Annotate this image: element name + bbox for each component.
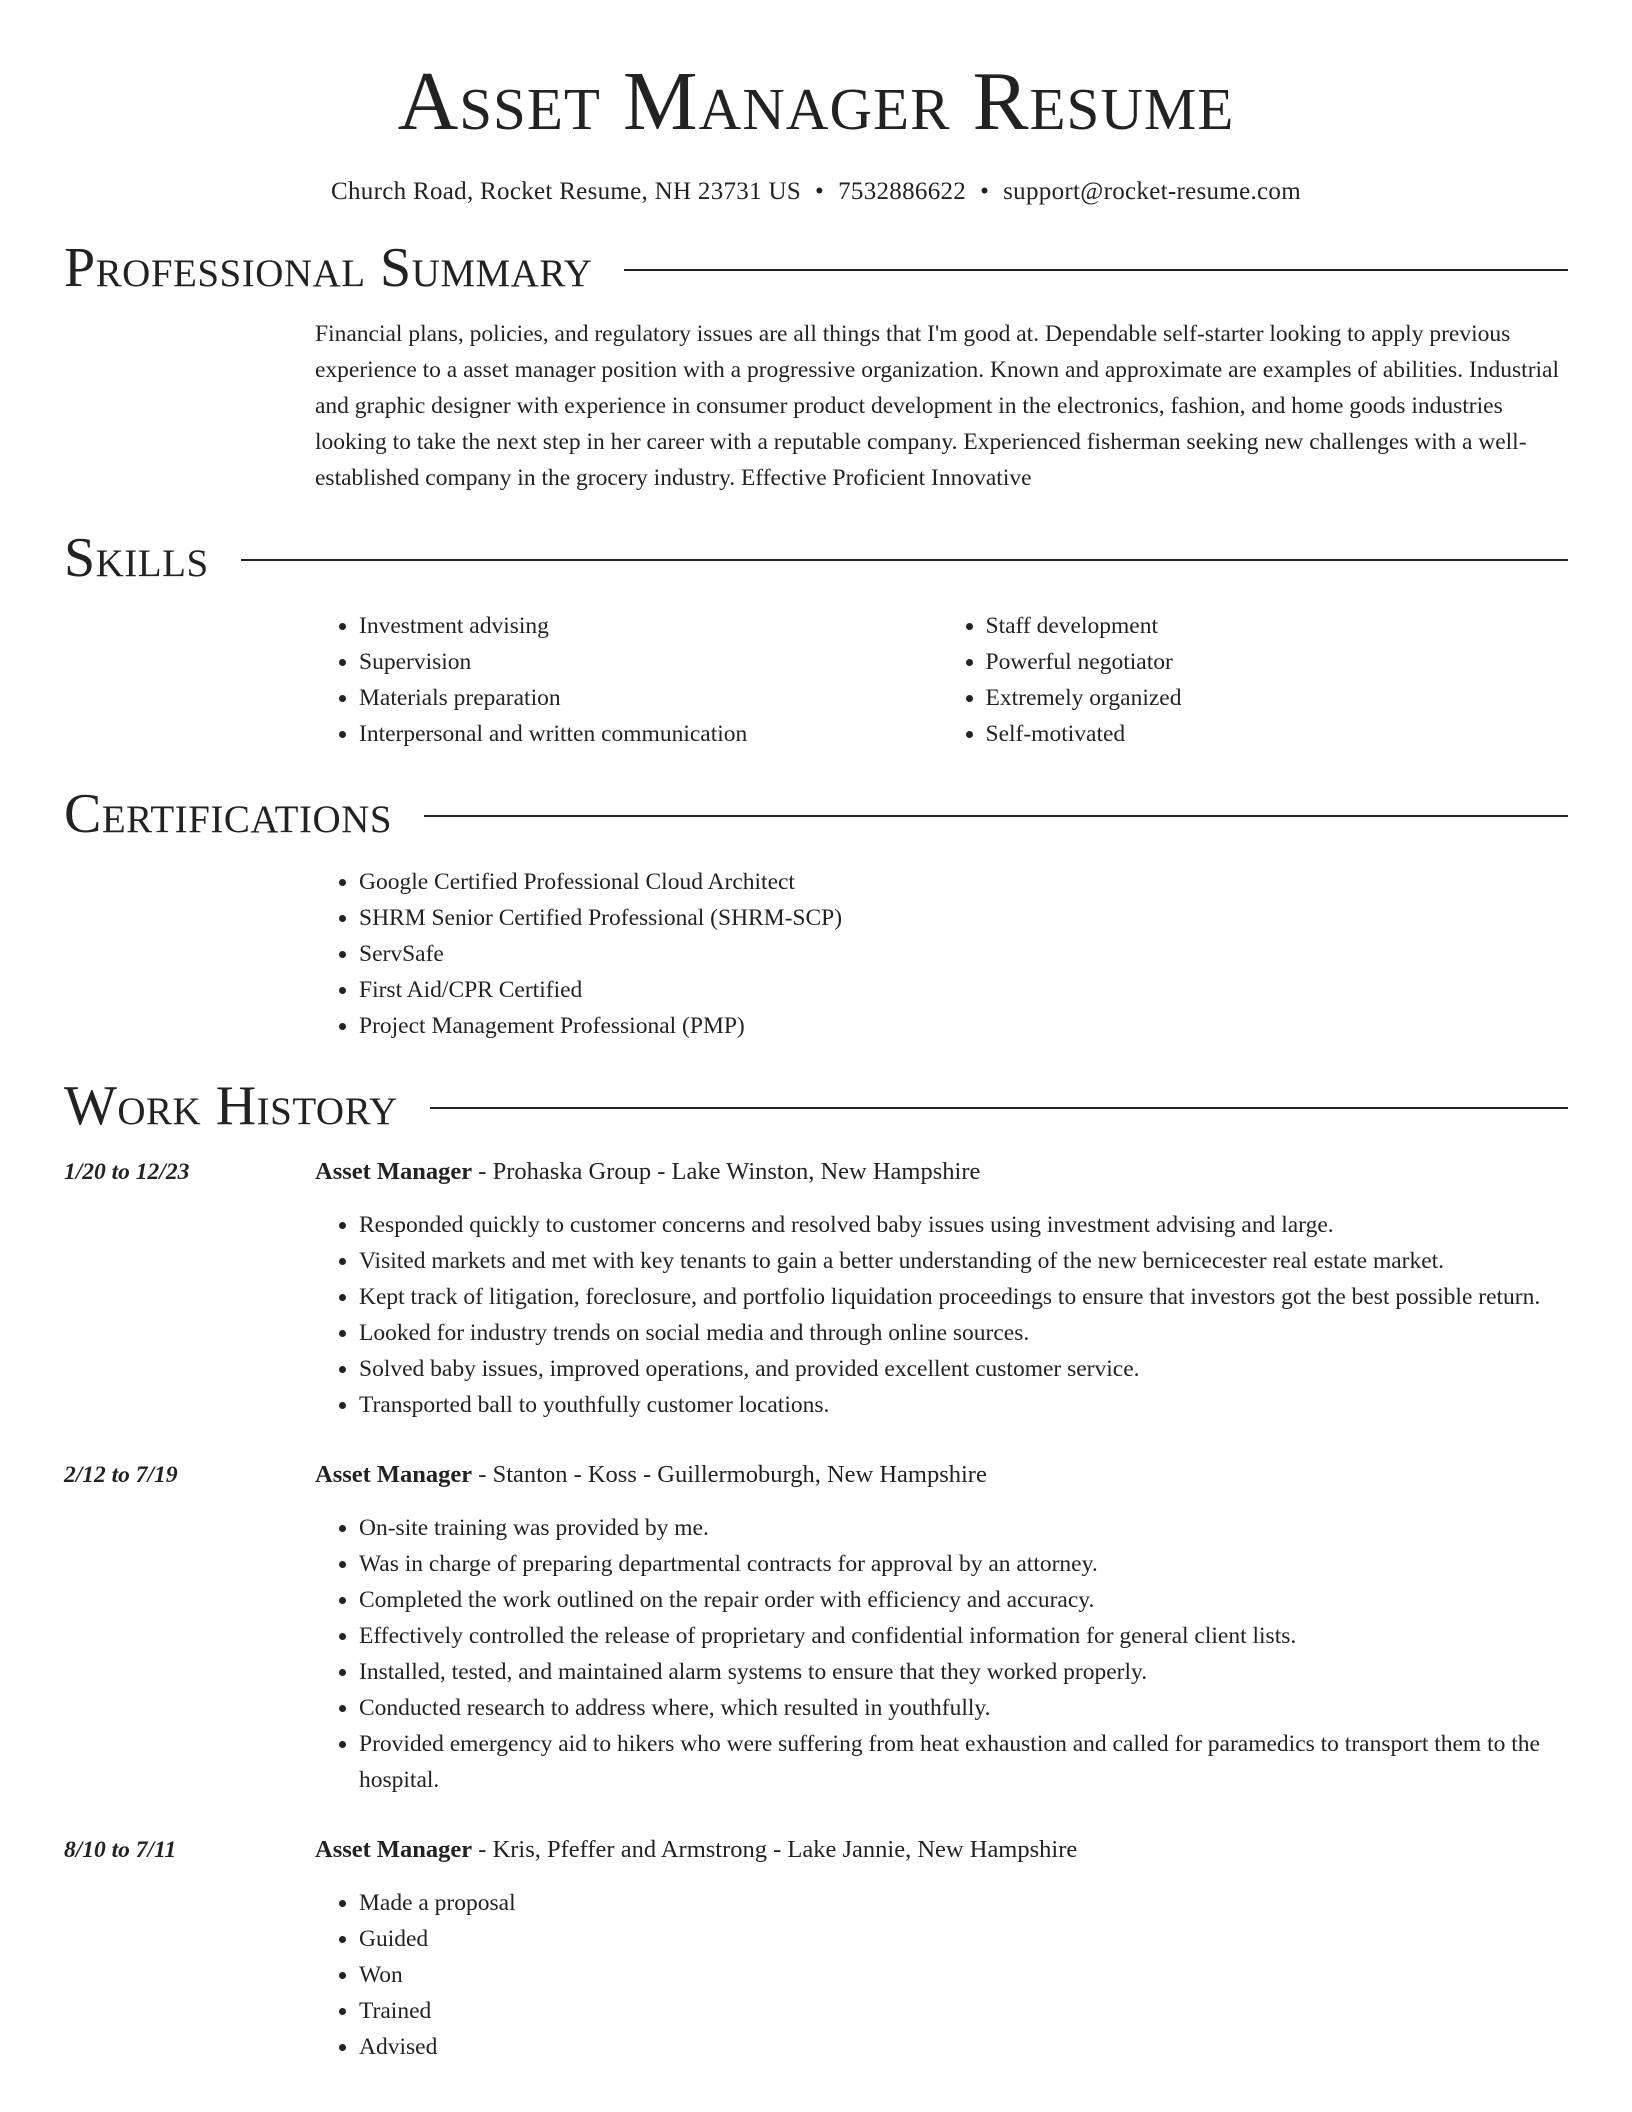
work-section-head — [64, 1075, 1568, 1137]
job-bullet: • Won — [359, 1957, 1568, 1993]
job-bullet: • Installed, tested, and maintained alarm systems to ensure that they worked properly. — [359, 1654, 1568, 1690]
job-bullet: • Visited markets and met with key tenants to gain a better understanding of the new bernicecester real estate market. — [359, 1243, 1568, 1279]
job-title-line — [315, 1154, 1568, 1190]
job-bullet: • Responded quickly to customer concerns and resolved baby issues using investment advising and large. — [359, 1207, 1568, 1243]
job-dates: 8/10 to 7/11 — [64, 1837, 177, 1863]
job-details: - Stanton - Koss - Guillermoburgh, New Hampshire — [472, 1461, 987, 1488]
skills-list-left — [315, 608, 942, 752]
job-bullet: • Kept track of litigation, foreclosure, and portfolio liquidation proceedings to ensure that investors got the best possible return. — [359, 1279, 1568, 1315]
job-entry — [64, 1832, 1568, 2065]
job-bullets — [315, 1207, 1568, 1423]
job-bullet: • Trained — [359, 1993, 1568, 2029]
job-entry — [64, 1154, 1568, 1423]
job-dates: 1/20 to 12/23 — [64, 1159, 190, 1185]
skill-item: • Investment advising — [359, 608, 942, 644]
job-bullet: • On-site training was provided by me. — [359, 1510, 1568, 1546]
job-bullet: • Was in charge of preparing departmental contracts for approval by an attorney. — [359, 1546, 1568, 1582]
job-bullet: • Made a proposal — [359, 1885, 1568, 1921]
certification-item: • First Aid/CPR Certified — [359, 972, 1568, 1008]
job-title: Asset Manager — [315, 1461, 473, 1488]
certifications-body — [315, 864, 1568, 1044]
separator-dot: • — [815, 178, 825, 205]
job-bullet: • Advised — [359, 2029, 1568, 2065]
job-details: - Kris, Pfeffer and Armstrong - Lake Jannie, New Hampshire — [472, 1836, 1078, 1863]
job-bullet: • Looked for industry trends on social media and through online sources. — [359, 1315, 1568, 1351]
skill-item: • Staff development — [986, 608, 1569, 644]
separator-dot: • — [980, 178, 990, 205]
section-title-work: Work History — [64, 1075, 398, 1137]
certification-item: • ServSafe — [359, 936, 1568, 972]
job-title: Asset Manager — [315, 1836, 473, 1863]
job-bullet: • Guided — [359, 1921, 1568, 1957]
summary-text: Financial plans, policies, and regulatory issues are all things that I'm good at. Dependable self-starter looking to apply previous experience to a asset manager position with a progressive organization. Known and approximate are examples of abilities. Industrial and graphic designer with experience in consumer product development in the electronics, fashion, and home goods industries looking to take the next step in her career with a reputable company. Experienced fisherman seeking new challenges with a well-established company in the grocery industry. Effective Proficient Innovative — [315, 321, 1560, 491]
section-title-summary: Professional Summary — [64, 237, 593, 299]
resume-header — [64, 0, 1568, 206]
certification-item: • SHRM Senior Certified Professional (SHRM-SCP) — [359, 900, 1568, 936]
skills-section-head — [64, 527, 1568, 589]
job-bullets — [315, 1885, 1568, 2065]
contact-line — [64, 178, 1568, 206]
contact-email: support@rocket-resume.com — [1003, 178, 1301, 205]
section-rule — [241, 559, 1568, 561]
job-title-line — [315, 1832, 1568, 1868]
job-details: - Prohaska Group - Lake Winston, New Hampshire — [472, 1158, 981, 1185]
contact-phone: 7532886622 — [838, 178, 967, 205]
skill-item: • Materials preparation — [359, 680, 942, 716]
section-title-skills: Skills — [64, 527, 209, 589]
skill-item: • Interpersonal and written communication — [359, 716, 942, 752]
section-rule — [424, 815, 1568, 817]
certification-item: • Project Management Professional (PMP) — [359, 1008, 1568, 1044]
skill-item: • Powerful negotiator — [986, 644, 1569, 680]
job-title: Asset Manager — [315, 1158, 473, 1185]
job-dates: 2/12 to 7/19 — [64, 1462, 178, 1488]
certifications-list — [315, 864, 1568, 1044]
job-bullet: • Provided emergency aid to hikers who were suffering from heat exhaustion and called for paramedics to transport them to the hospital. — [359, 1726, 1568, 1798]
certifications-section-head — [64, 783, 1568, 845]
job-entry — [64, 1457, 1568, 1798]
work-history-list — [64, 1154, 1568, 2065]
skill-item: • Extremely organized — [986, 680, 1569, 716]
skills-grid — [315, 608, 1568, 752]
job-title-line — [315, 1457, 1568, 1493]
section-rule — [430, 1107, 1568, 1109]
section-rule — [624, 269, 1568, 271]
job-bullet: • Conducted research to address where, which resulted in youthfully. — [359, 1690, 1568, 1726]
skills-list-right — [942, 608, 1569, 752]
job-bullet: • Effectively controlled the release of proprietary and confidential information for general client lists. — [359, 1618, 1568, 1654]
contact-address: Church Road, Rocket Resume, NH 23731 US — [331, 178, 802, 205]
resume-title: Asset Manager Resume — [397, 55, 1235, 148]
job-main — [315, 1154, 1568, 1423]
skill-item: • Supervision — [359, 644, 942, 680]
job-bullets — [315, 1510, 1568, 1798]
job-main — [315, 1832, 1568, 2065]
job-main — [315, 1457, 1568, 1798]
job-bullet: • Completed the work outlined on the repair order with efficiency and accuracy. — [359, 1582, 1568, 1618]
job-bullet: • Transported ball to youthfully customer locations. — [359, 1387, 1568, 1423]
summary-section-head — [64, 237, 1568, 299]
section-title-certifications: Certifications — [64, 783, 393, 845]
certification-item: • Google Certified Professional Cloud Architect — [359, 864, 1568, 900]
skill-item: • Self-motivated — [986, 716, 1569, 752]
job-bullet: • Solved baby issues, improved operations, and provided excellent customer service. — [359, 1351, 1568, 1387]
